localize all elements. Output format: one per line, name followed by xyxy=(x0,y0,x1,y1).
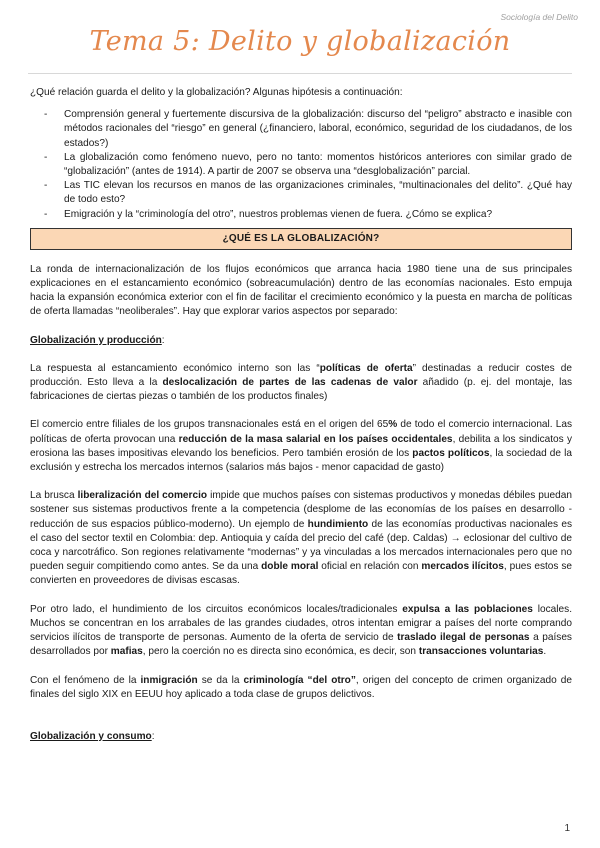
intro-paragraph: ¿Qué relación guarda el delito y la globalización? Algunas hipótesis a continuación: xyxy=(30,87,403,98)
paragraph-population-expulsion: Por otro lado, el hundimiento de los circuitos económicos locales/tradicionales expulsa a las poblaciones locales. Muchos se concentran en los arrabales de las grandes ciudades, otros intentan emigrar a países del norte comprando servicios ilícitos de transporte de personas. Aumento de la oferta de servicio de traslado ilegal de personas a países desarrollados por mafias, pero la coerción no es directa sino económica, es decir, son transacciones voluntarias. xyxy=(30,603,572,658)
list-dash: - xyxy=(44,151,48,163)
hypothesis-item: - Las TIC elevan los recursos en manos de las organizaciones criminales, “multinacionales del delito”. ¿Qué hay de todo esto? xyxy=(44,180,572,206)
paragraph-immigration: Con el fenómeno de la inmigración se da la criminología “del otro”, origen del concepto de crimen organizado de finales del siglo XIX en EEUU hoy aplicado a toda clase de grupos delictivos. xyxy=(30,674,573,700)
list-dash: - xyxy=(44,180,48,192)
paragraph-trade-liberalization: La brusca liberalización del comercio impide que muchos países con sistemas productivos y monedas débiles puedan sostener sus sistemas productivos frente a la competencia (desplome de las economías de los países en desarrollo - reducción de sus espacios público-moderno). Un ejemplo de hundimiento de las economías productivas nacionales es el caso del sector textil en Colombia: dep. Antioquia y caída del precio del café (dep. Caldas) → eclosionar del cultivo de coca y narcotráfico. Son regiones relativamente “modernas” y ya vinculadas a los mercados internacionales pero que no pueden seguir compitiendo como antes. Se da una doble moral oficial en relación con mercados ilícitos, pues estos se convierten en proveedores de divisas escasas. xyxy=(30,490,572,587)
document-body xyxy=(30,86,572,744)
title-divider xyxy=(28,73,572,74)
subheading-consumption: Globalización y consumo: xyxy=(30,730,155,742)
page-number: 1 xyxy=(564,823,570,834)
paragraph-supply-policies: La respuesta al estancamiento económico interno son las “políticas de oferta” destinadas a reducir costes de producción. Esto lleva a la deslocalización de partes de las cadenas de valor añadido (p. ej. del montaje, las fabricaciones de ciertas piezas o también de los productos finales) xyxy=(30,362,572,403)
subheading-production: Globalización y producción: xyxy=(30,334,165,346)
header-subject-note: Sociología del Delito xyxy=(500,12,578,22)
section-intro-paragraph: La ronda de internacionalización de los flujos económicos que arranca hacia 1980 tiene una de sus principales explicaciones en el estancamiento económico (sobreacumulación) dentro de las economías nacionales. Esto empuja hacia la expansión económica exterior con el fin de facilitar el crecimiento económico y la puesta en marcha de políticas de oferta llamadas “neoliberales”. Hay que explorar varios aspectos por separado: xyxy=(30,263,572,318)
list-dash: - xyxy=(44,208,48,220)
page-title: Tema 5: Delito y globalización xyxy=(89,26,511,57)
hypothesis-item: - Comprensión general y fuertemente discursiva de la globalización: discurso del “peligro” abstracto e inasible con métodos racionales del “riesgo” en general (¿financiero, laboral, económico, seguridad de los ciudadanos, de los estados?) xyxy=(44,109,572,149)
list-dash: - xyxy=(44,109,48,121)
hypothesis-item: - La globalización como fenómeno nuevo, pero no tanto: momentos históricos anteriores con similar grado de “globalización” (antes de 1914). A partir de 2007 se observa una “desglobalización” parcial. xyxy=(44,151,572,178)
paragraph-transnational-trade: El comercio entre filiales de los grupos transnacionales está en el origen del 65% de todo el comercio internacional. Las políticas de oferta provocan una reducción de la masa salarial en los países occidentales, debilita a los sindicatos y erosiona las bases impositivas elevando los beneficios. Pero también erosión de los pactos políticos, la sociedad de la exclusión y estrecha los mercados internos (salarios más bajos - menor capacidad de gasto) xyxy=(30,419,573,474)
hypotheses-list xyxy=(30,108,572,222)
hypothesis-item: - Emigración y la “criminología del otro”, nuestros problemas vienen de fuera. ¿Cómo se explica? xyxy=(30,208,572,222)
section-heading-box: ¿QUÉ ES LA GLOBALIZACIÓN? xyxy=(30,228,572,250)
